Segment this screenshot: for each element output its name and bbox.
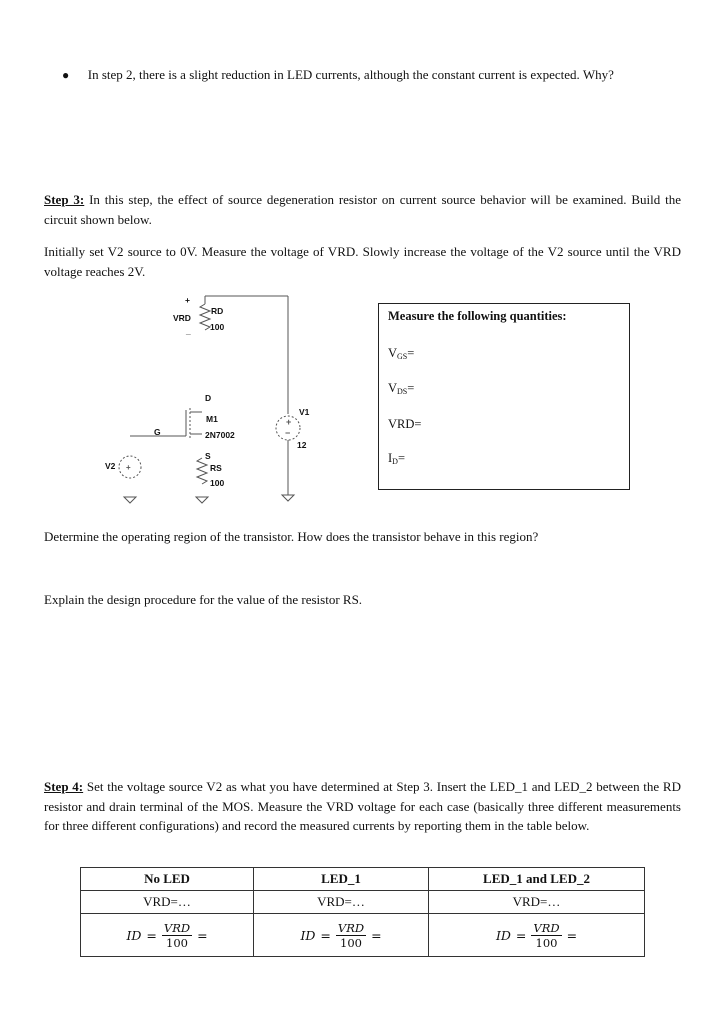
- header-led-1: LED_1: [254, 868, 429, 891]
- mos-name: M1: [206, 414, 218, 424]
- gate-label: G: [154, 427, 161, 437]
- question-operating-region: Determine the operating region of the transistor. How does the transistor behave in this region?: [44, 529, 539, 544]
- table-row-vrd: [81, 891, 645, 914]
- v2-plus-sign: +: [126, 463, 131, 472]
- bullet-dot: ●: [62, 68, 70, 82]
- vrd-field[interactable]: VRD=: [388, 417, 422, 431]
- ground-v1: [282, 495, 294, 501]
- id-formula-led-1-and-2[interactable]: ID = $\frac{\text{VRD}}{100}$ =: [429, 914, 645, 957]
- v1-minus-sign: −: [285, 428, 291, 438]
- rs-resistor: [197, 458, 207, 484]
- rs-name: RS: [210, 463, 222, 473]
- header-no-led: No LED: [81, 868, 254, 891]
- table-row-id: [81, 914, 645, 957]
- header-led-1-and-2: LED_1 and LED_2: [429, 868, 645, 891]
- step3-instructions: Initially set V2 source to 0V. Measure the voltage of VRD. Slowly increase the voltage of the V2 source until the VRD voltage reaches 2V.: [44, 244, 681, 279]
- vgs-field[interactable]: $V_{GS}=$: [388, 346, 415, 361]
- id-formula-no-led[interactable]: ID = $\frac{\text{VRD}}{100}$ =: [81, 914, 254, 957]
- step3-intro-text: In this step, the effect of source degeneration resistor on current source behavior will be examined. Build the circuit shown below.: [44, 192, 682, 227]
- rd-name: RD: [211, 306, 224, 316]
- vrd-label: VRD: [173, 313, 191, 323]
- results-table: [80, 867, 645, 957]
- bullet-text: In step 2, there is a slight reduction in LED currents, although the constant current is expected. Why?: [87, 67, 614, 82]
- id-formula-led-1[interactable]: ID = $\frac{\text{VRD}}{100}$ =: [254, 914, 429, 957]
- step4-text: Set the voltage source V2 as what you have determined at Step 3. Insert the LED_1 and LED_2 between the RD resistor and drain terminal of the MOS. Measure the VRD voltage for each case (basically three different measurements for three different configurations) and record the measured currents by reporting them in the table below.: [44, 779, 681, 833]
- step4-paragraph: [44, 777, 681, 836]
- vrd-minus: _: [186, 326, 191, 336]
- v1-plus-sign: +: [286, 417, 292, 427]
- ground-rs: [196, 497, 208, 503]
- rd-value: 100: [210, 322, 225, 332]
- step3-intro: [44, 190, 681, 229]
- v1-name: V1: [299, 407, 310, 417]
- question-rs-design: Explain the design procedure for the value of the resistor RS.: [44, 592, 363, 607]
- vds-field[interactable]: $V_{DS}=$: [388, 381, 415, 396]
- v2-name: V2: [105, 461, 116, 471]
- id-field[interactable]: $I_D=$: [388, 451, 406, 466]
- rs-value: 100: [210, 478, 225, 488]
- measurement-box: [378, 303, 630, 490]
- vrd-plus: +: [185, 295, 190, 305]
- measure-title: Measure the following quantities:: [388, 309, 567, 323]
- source-label: S: [205, 451, 211, 461]
- step3-label: Step 3:: [44, 192, 85, 207]
- drain-label: D: [205, 393, 212, 403]
- table-header-row: [81, 868, 645, 891]
- vrd-cell-led-1-and-2[interactable]: VRD=…: [429, 891, 645, 914]
- step4-label: Step 4:: [44, 779, 84, 794]
- rd-resistor: [200, 304, 210, 330]
- vrd-cell-no-led[interactable]: VRD=…: [81, 891, 254, 914]
- ground-v2: [124, 497, 136, 503]
- bullet-item: [62, 65, 692, 86]
- mos-part: 2N7002: [205, 430, 235, 440]
- vrd-cell-led-1[interactable]: VRD=…: [254, 891, 429, 914]
- v1-value: 12: [297, 440, 307, 450]
